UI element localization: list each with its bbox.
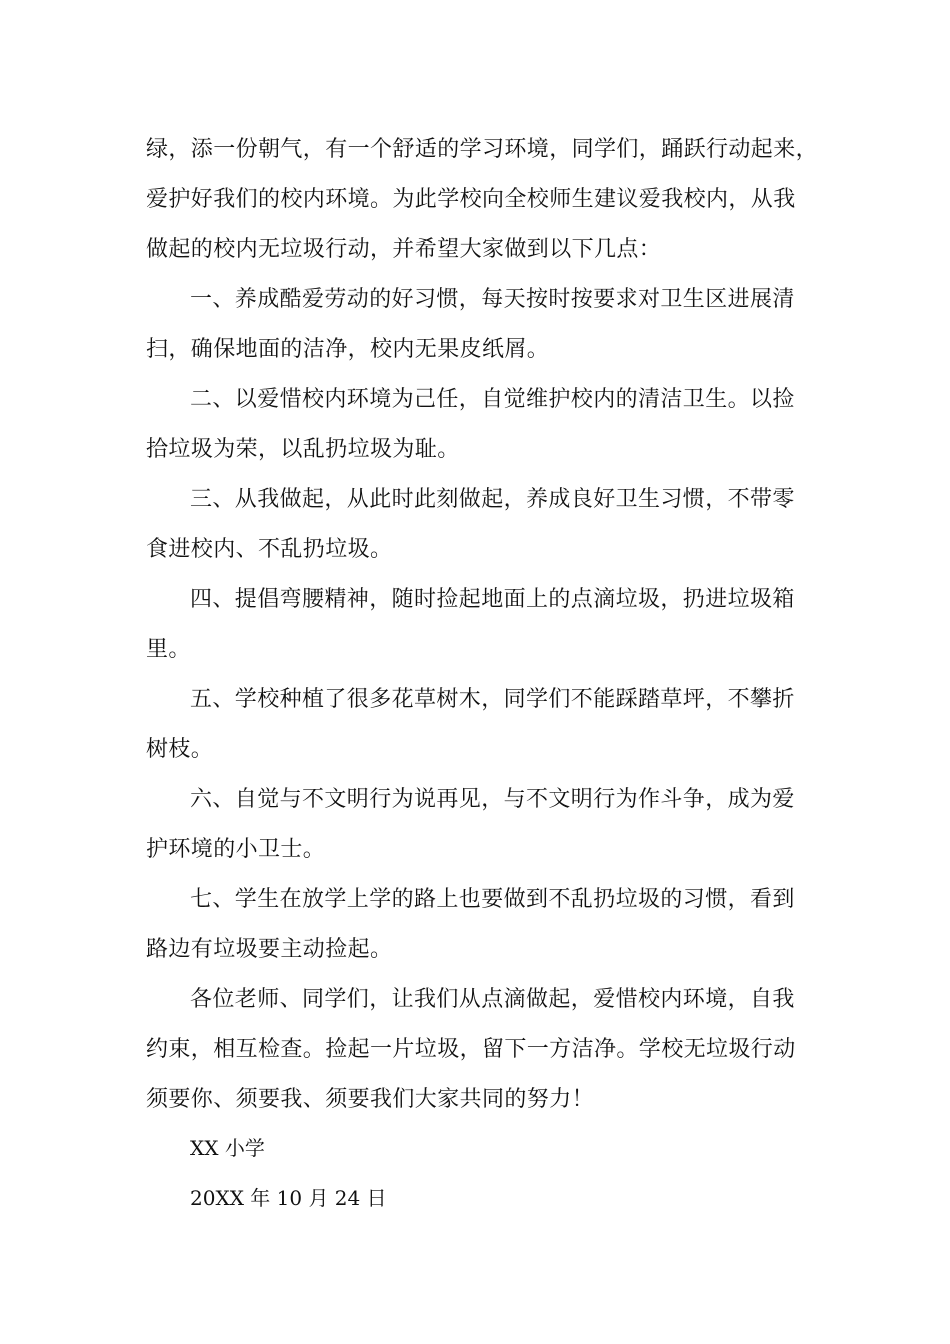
item-3-line: 三、从我做起，从此时此刻做起，养成良好卫生习惯，不带零	[190, 487, 795, 512]
item-1-line: 扫，确保地面的洁净，校内无果皮纸屑。	[146, 337, 550, 362]
paragraph-line: 做起的校内无垃圾行动，并希望大家做到以下几点：	[146, 237, 662, 262]
closing-line: 须要你、须要我、须要我们大家共同的努力！	[146, 1087, 595, 1112]
signature: XX 小学	[190, 1136, 265, 1160]
item-5-line: 五、学校种植了很多花草树木，同学们不能踩踏草坪，不攀折	[190, 687, 795, 712]
item-7-line: 七、学生在放学上学的路上也要做到不乱扔垃圾的习惯，看到	[190, 887, 795, 912]
closing-line: 各位老师、同学们，让我们从点滴做起，爱惜校内环境，自我	[190, 987, 795, 1012]
closing-line: 约束，相互检查。捡起一片垃圾，留下一方洁净。学校无垃圾行动	[146, 1037, 796, 1062]
item-2-line: 二、以爱惜校内环境为己任，自觉维护校内的清洁卫生。以捡	[190, 387, 795, 412]
item-6-line: 护环境的小卫士。	[146, 837, 326, 862]
date: 20XX 年 10 月 24 日	[190, 1186, 387, 1210]
item-1-line: 一、养成酷爱劳动的好习惯，每天按时按要求对卫生区进展清	[190, 287, 795, 312]
item-7-line: 路边有垃圾要主动捡起。	[146, 937, 393, 962]
item-4-line: 四、提倡弯腰精神，随时捡起地面上的点滴垃圾，扔进垃圾箱	[190, 587, 795, 612]
paragraph-line: 绿，添一份朝气，有一个舒适的学习环境，同学们，踊跃行动起来，	[146, 137, 819, 162]
item-2-line: 拾垃圾为荣，以乱扔垃圾为耻。	[146, 437, 460, 462]
item-4-line: 里。	[146, 637, 191, 662]
paragraph-line: 爱护好我们的校内环境。为此学校向全校师生建议爱我校内，从我	[146, 187, 796, 212]
item-3-line: 食进校内、不乱扔垃圾。	[146, 537, 393, 562]
item-6-line: 六、自觉与不文明行为说再见，与不文明行为作斗争，成为爱	[190, 787, 795, 812]
item-5-line: 树枝。	[146, 737, 214, 762]
